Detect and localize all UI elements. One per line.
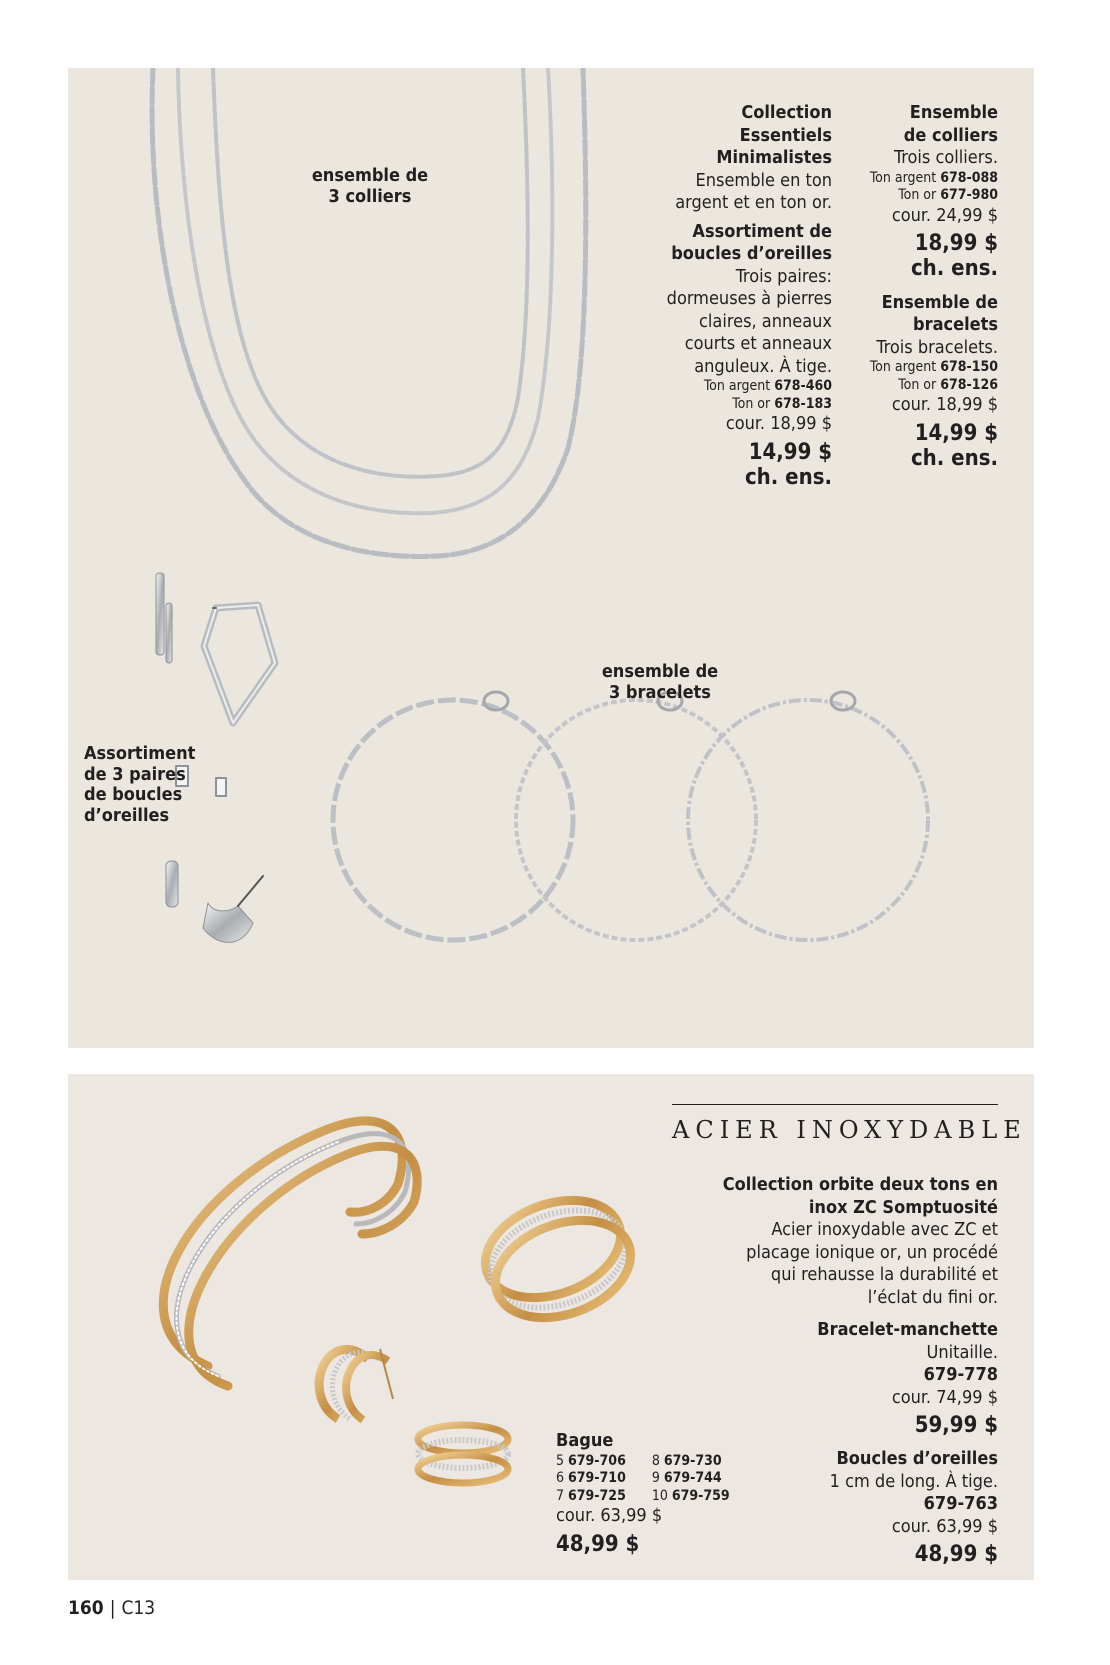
necklace-caption	[300, 166, 440, 207]
earring-caption	[84, 744, 195, 827]
description-line: Acier inoxydable avec ZC et	[771, 1219, 998, 1240]
ring-code: 679-759	[671, 1487, 730, 1504]
title-line: Collection orbite deux tons en	[722, 1174, 998, 1195]
product-code	[667, 378, 832, 396]
necklace-set-description: Trois colliers.	[894, 147, 998, 168]
sale-price: 14,99 $	[914, 420, 998, 446]
heading-rule	[672, 1104, 998, 1105]
code-label: Ton argent	[869, 169, 937, 186]
ring-size-row	[556, 1453, 626, 1471]
ring-size-row	[652, 1453, 730, 1471]
code-number: 678-150	[940, 359, 998, 376]
silver-jewelry-panel	[68, 68, 1034, 1048]
code-label: Ton argent	[703, 378, 771, 394]
cuff-bracelet-image	[163, 1121, 417, 1386]
title-line: de colliers	[903, 124, 998, 146]
ring-size: 5	[556, 1452, 565, 1469]
necklace-set-image	[152, 68, 586, 556]
caption-line: de boucles	[84, 784, 183, 806]
regular-price: cour. 63,99 $	[891, 1515, 998, 1537]
code-number: 678-126	[940, 376, 998, 393]
sale-price: 18,99 $	[914, 231, 998, 256]
ring-size-list	[652, 1453, 730, 1506]
earrings-code: 679-763	[923, 1493, 998, 1515]
bracelet-set-description: Trois bracelets.	[876, 336, 998, 358]
ring-size: 7	[556, 1487, 565, 1504]
description-line: Ensemble en ton	[695, 169, 832, 191]
title-line: Collection	[741, 102, 832, 123]
sale-price: 48,99 $	[914, 1542, 998, 1568]
caption-line: d’oreilles	[84, 805, 170, 827]
product-code-list	[870, 359, 998, 394]
regular-price: cour. 18,99 $	[725, 413, 832, 434]
title-line: boucles d’oreilles	[671, 243, 832, 264]
code-label: Ton argent	[869, 359, 937, 376]
price-unit: ch. ens.	[744, 464, 832, 490]
description-line: Trois paires:	[735, 265, 832, 287]
ring-code: 679-706	[568, 1452, 626, 1469]
necklace-set-title	[870, 102, 998, 147]
page-footer	[68, 1597, 155, 1619]
collection-title	[723, 1174, 998, 1219]
price-unit: ch. ens.	[910, 256, 998, 282]
code-number: 678-183	[774, 395, 832, 412]
description-line: qui rehausse la durabilité et	[770, 1264, 998, 1285]
ring-column	[556, 1430, 730, 1557]
regular-price: cour. 74,99 $	[891, 1386, 998, 1408]
ring-size-row	[556, 1470, 626, 1488]
sale-price: 48,99 $	[556, 1531, 640, 1557]
ring-size-row	[556, 1488, 626, 1506]
title-line: Minimalistes	[716, 147, 832, 168]
ring-title: Bague	[556, 1430, 614, 1451]
ring-code: 679-725	[568, 1487, 626, 1504]
price-unit: ch. ens.	[910, 445, 998, 471]
earrings-description: 1 cm de long. À tige.	[829, 1470, 998, 1492]
section-heading: ACIER INOXYDABLE	[672, 1116, 1027, 1144]
cuff-size: Unitaille.	[926, 1341, 998, 1363]
product-code	[870, 359, 998, 377]
description-line: dormeuses à pierres	[666, 288, 832, 309]
title-line: Ensemble	[909, 102, 998, 123]
ring-size: 9	[651, 1470, 660, 1486]
footer-separator: |	[109, 1597, 116, 1619]
ring-size-list	[556, 1453, 626, 1506]
earring-assortment-description	[667, 266, 832, 379]
code-label: Ton or	[898, 187, 937, 203]
sale-price: 59,99 $	[914, 1413, 998, 1438]
regular-price: cour. 24,99 $	[891, 204, 998, 226]
sets-column	[870, 102, 998, 471]
campaign-code: C13	[121, 1597, 156, 1619]
ring-code: 679-744	[663, 1470, 722, 1486]
collection-description	[667, 170, 832, 215]
code-number: 677-980	[940, 187, 998, 203]
regular-price: cour. 63,99 $	[556, 1505, 663, 1526]
ring-detail-image	[418, 1425, 508, 1483]
description-line: argent et en ton or.	[675, 192, 832, 213]
caption-line: 3 bracelets	[609, 681, 711, 703]
earrings-title: Boucles d’oreilles	[836, 1448, 998, 1470]
ring-code: 679-710	[568, 1470, 626, 1486]
collection-description	[723, 1219, 998, 1309]
title-line: Assortiment de	[692, 220, 832, 242]
ring-size: 8	[651, 1452, 660, 1469]
description-line: anguleux. À tige.	[694, 355, 832, 377]
code-label: Ton or	[732, 395, 771, 412]
page-number: 160	[68, 1597, 104, 1619]
regular-price: cour. 18,99 $	[891, 394, 998, 416]
collection-title	[667, 102, 832, 170]
caption-line: 3 colliers	[328, 185, 412, 207]
stainless-steel-panel	[68, 1074, 1034, 1580]
description-line: claires, anneaux	[699, 310, 832, 332]
ring-image	[472, 1183, 644, 1335]
product-code-list	[667, 378, 832, 413]
description-line: courts et anneaux	[684, 333, 832, 354]
sale-price: 14,99 $	[748, 439, 832, 465]
description-line: l’éclat du fini or.	[867, 1286, 998, 1308]
ring-size: 10	[651, 1487, 668, 1504]
product-code	[870, 377, 998, 395]
caption-line: ensemble de	[311, 165, 429, 186]
orbit-collection-column	[723, 1174, 998, 1568]
cuff-code: 679-778	[923, 1364, 998, 1385]
title-line: Ensemble de	[881, 291, 998, 313]
caption-line: Assortiment	[84, 743, 196, 764]
code-number: 678-460	[774, 378, 832, 394]
hoop-earring-image	[319, 1349, 393, 1420]
caption-line: de 3 paires	[84, 763, 186, 785]
ring-size-row	[652, 1488, 730, 1506]
ring-size-row	[652, 1470, 730, 1488]
essentiels-column	[667, 102, 832, 490]
bracelet-caption	[590, 662, 730, 703]
product-code	[870, 170, 998, 188]
cuff-title: Bracelet-manchette	[817, 1319, 998, 1340]
title-line: inox ZC Somptuosité	[808, 1196, 998, 1218]
earring-assortment-title	[667, 221, 832, 266]
bracelet-set-image	[333, 692, 928, 940]
ring-size: 6	[556, 1470, 565, 1486]
code-number: 678-088	[940, 169, 998, 186]
product-code-list	[870, 170, 998, 205]
bracelet-set-title	[870, 292, 998, 337]
title-line: bracelets	[912, 314, 998, 336]
code-label: Ton or	[898, 376, 937, 393]
product-code	[870, 187, 998, 205]
caption-line: ensemble de	[601, 661, 719, 682]
title-line: Essentiels	[739, 124, 832, 146]
ring-code: 679-730	[663, 1452, 722, 1469]
ring-size-table	[556, 1453, 730, 1506]
description-line: placage ionique or, un procédé	[746, 1241, 998, 1263]
product-code	[667, 396, 832, 414]
